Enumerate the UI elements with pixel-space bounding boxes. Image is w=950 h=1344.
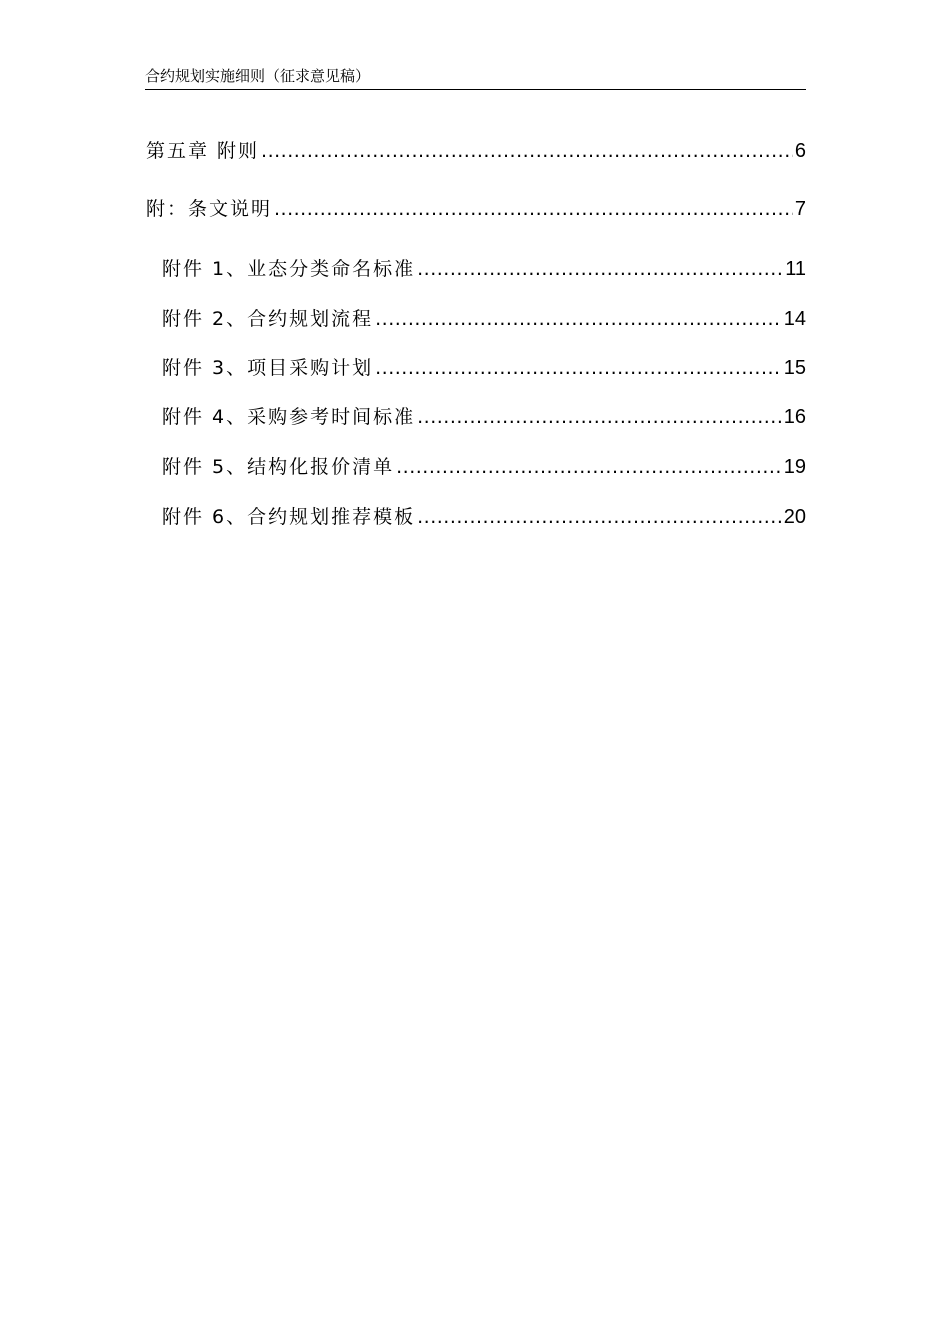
toc-leader-dots bbox=[417, 255, 783, 283]
toc-leader-dots bbox=[375, 305, 782, 333]
toc-page-number: 6 bbox=[794, 140, 806, 162]
toc-leader-dots bbox=[417, 503, 782, 531]
toc-entry-label: 第五章 附则 bbox=[146, 140, 260, 162]
toc-page-number: 14 bbox=[783, 308, 806, 330]
toc-entry-label: 附件 4、采购参考时间标准 bbox=[162, 406, 416, 428]
toc-entry-annex-5[interactable] bbox=[162, 453, 806, 481]
toc-entry-label: 附件 6、合约规划推荐模板 bbox=[162, 506, 416, 528]
toc-leader-dots bbox=[375, 354, 782, 382]
toc-page-number: 11 bbox=[785, 258, 806, 280]
toc-entry-label: 附件 1、业态分类命名标准 bbox=[162, 258, 416, 280]
page-header bbox=[145, 64, 806, 90]
toc-page-number: 7 bbox=[794, 198, 806, 220]
toc-page-number: 20 bbox=[783, 506, 806, 528]
toc-entry-clause-notes[interactable] bbox=[146, 195, 806, 223]
toc-leader-dots bbox=[274, 195, 793, 223]
toc-leader-dots bbox=[417, 403, 782, 431]
toc-leader-dots bbox=[396, 453, 782, 481]
toc-page-number: 16 bbox=[783, 406, 806, 428]
toc-entry-label: 附件 5、结构化报价清单 bbox=[162, 456, 395, 478]
toc-entry-label: 附：条文说明 bbox=[146, 198, 273, 220]
toc-page-number: 15 bbox=[783, 357, 806, 379]
toc-page-number: 19 bbox=[783, 456, 806, 478]
toc-leader-dots bbox=[261, 137, 793, 165]
toc-entry-annex-2[interactable] bbox=[162, 305, 806, 333]
toc-entry-label: 附件 3、项目采购计划 bbox=[162, 357, 374, 379]
toc-entry-chapter-5[interactable] bbox=[146, 137, 806, 165]
toc-entry-annex-4[interactable] bbox=[162, 403, 806, 431]
toc-entry-annex-3[interactable] bbox=[162, 354, 806, 382]
toc-entry-annex-6[interactable] bbox=[162, 503, 806, 531]
toc-entry-annex-1[interactable] bbox=[162, 255, 806, 283]
document-title: 合约规划实施细则（征求意见稿） bbox=[145, 67, 371, 85]
toc-entry-label: 附件 2、合约规划流程 bbox=[162, 308, 374, 330]
